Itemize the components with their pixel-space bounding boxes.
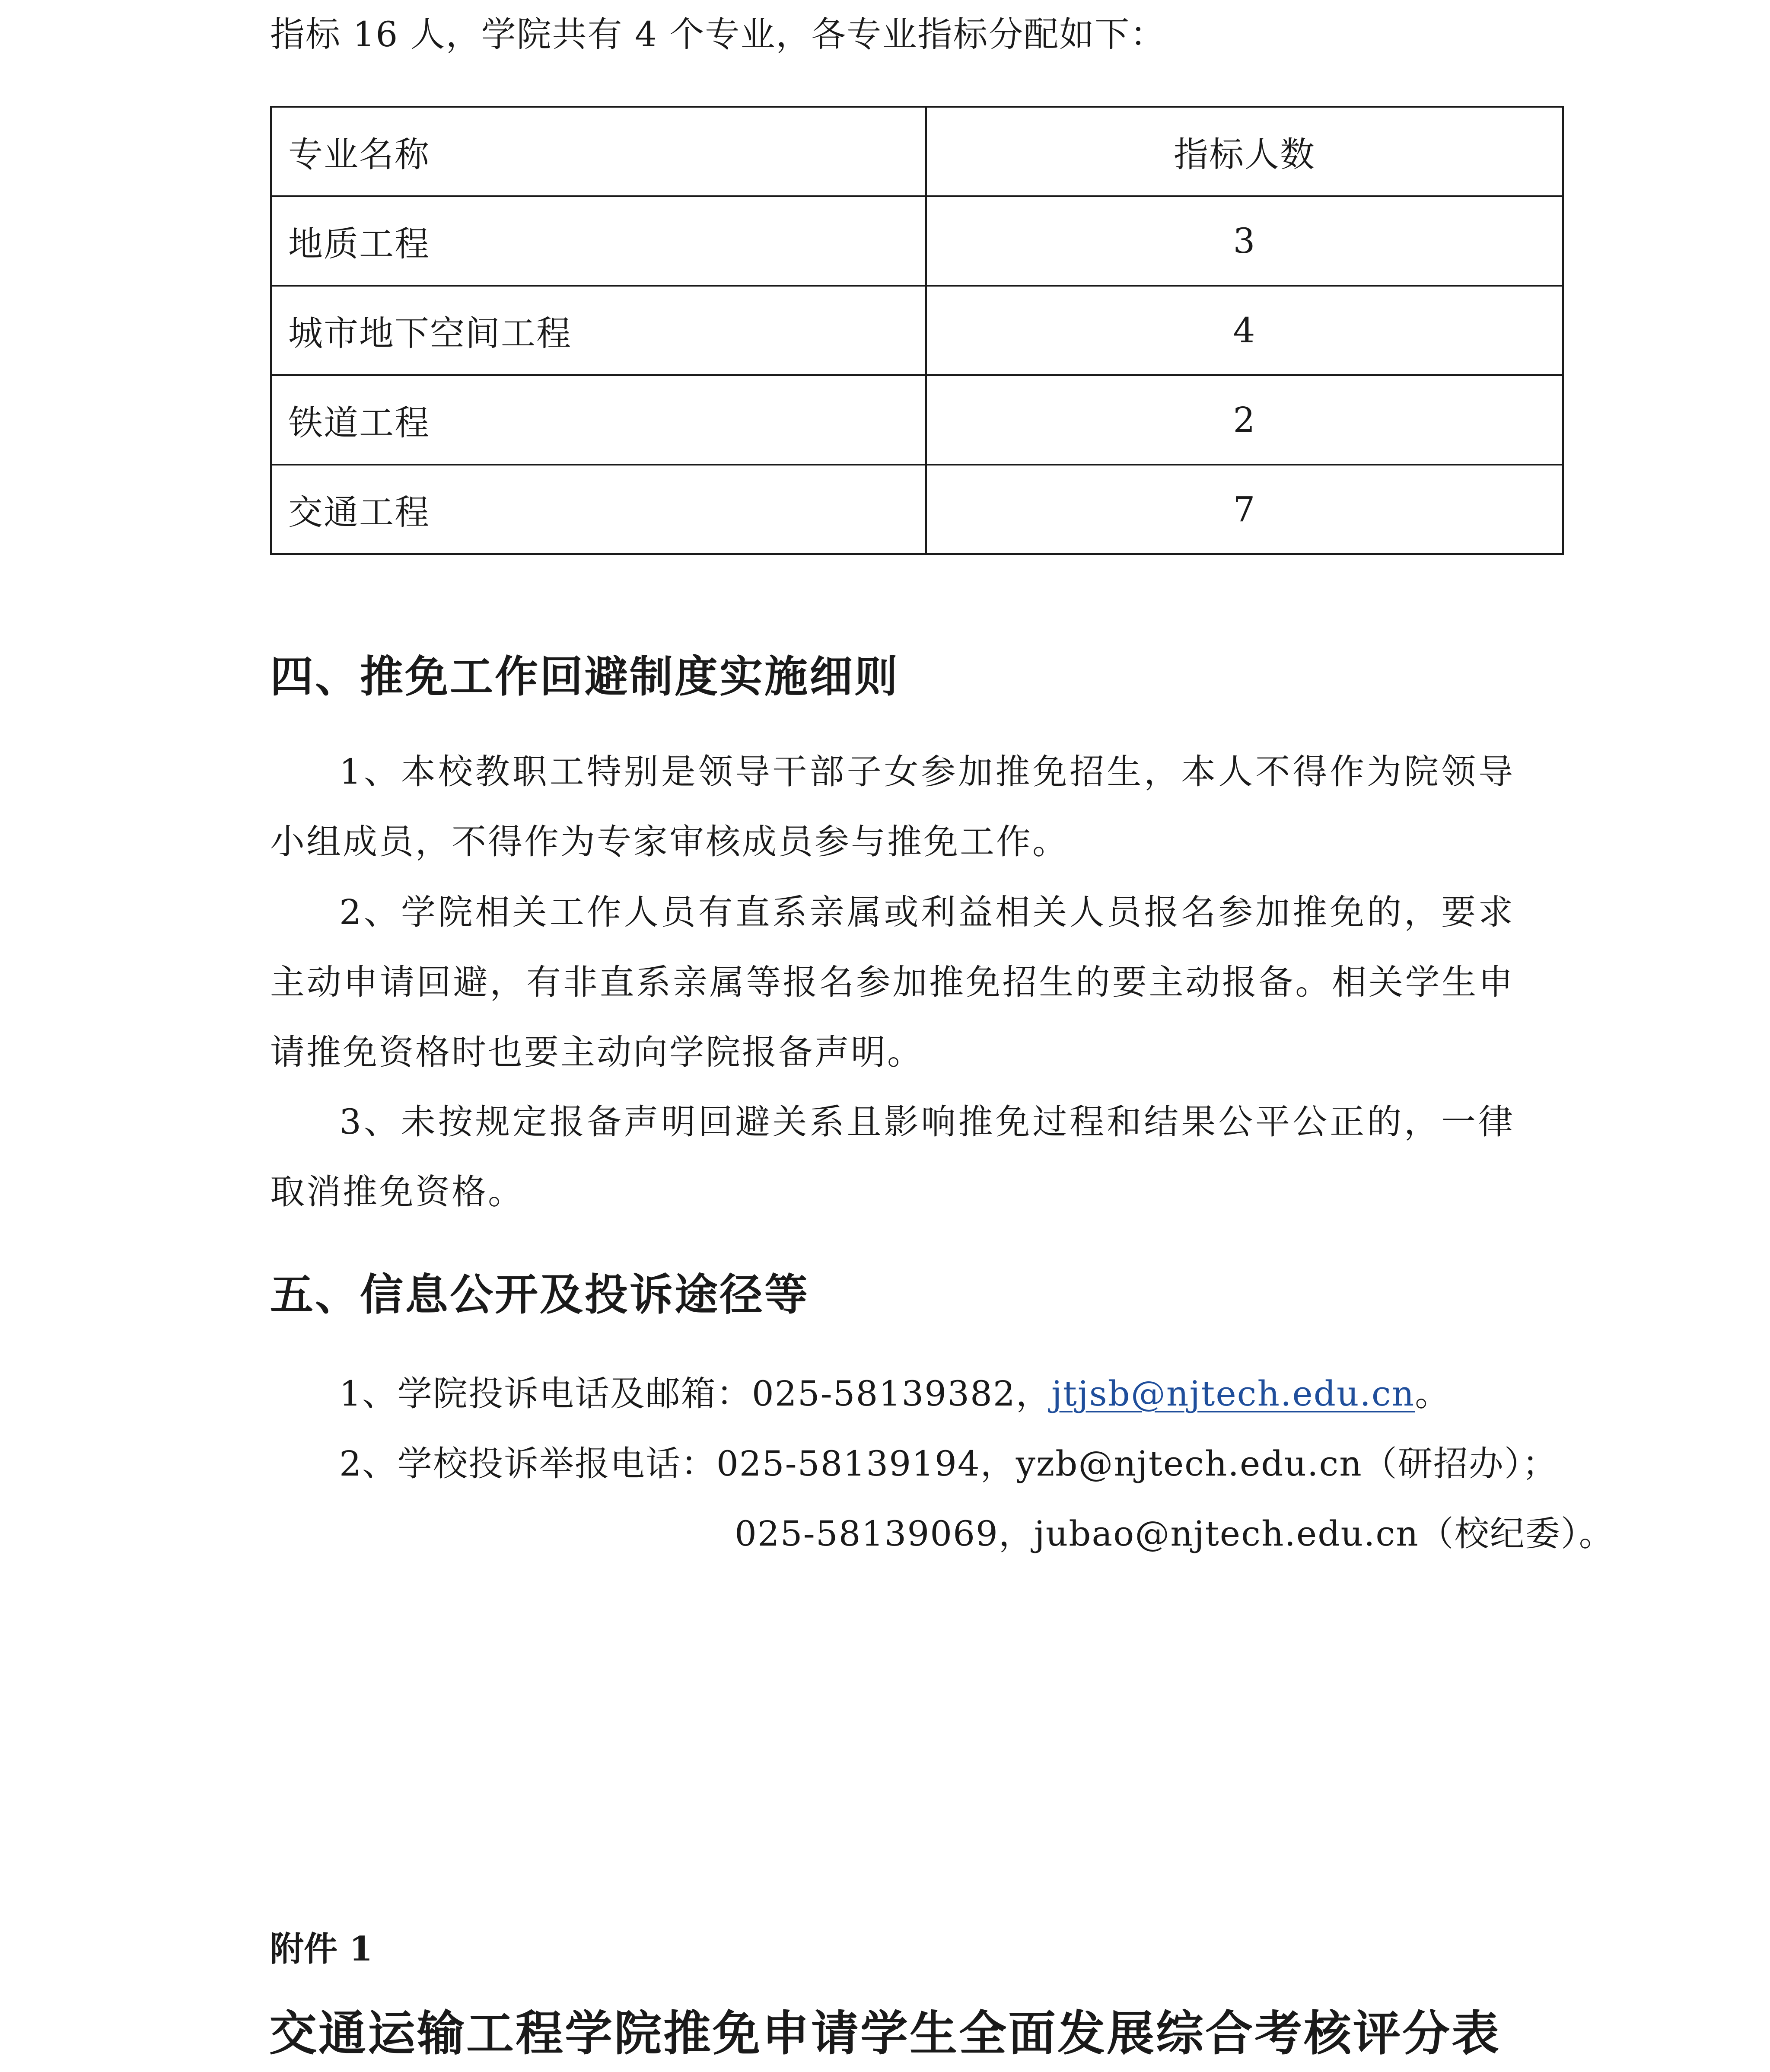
section5-heading: 五、信息公开及投诉途径等 [270,1269,809,1320]
complaint-item-1-text: 1、学院投诉电话及邮箱：025-58139382， [339,1374,1051,1414]
quota-value: 4 [926,286,1563,375]
complaint-item-2-continued: 025-58139069，jubao@njtech.edu.cn（校纪委）。 [735,1514,1614,1554]
header-quota: 指标人数 [926,107,1563,196]
section4-heading: 四、推免工作回避制度实施细则 [270,651,899,702]
section4-paragraph-1: 1、本校教职工特别是领导干部子女参加推免招生，本人不得作为院领导小组成员，不得作为专家审核成员参与推免工作。 [270,752,1515,862]
college-email-link[interactable]: jtjsb@njtech.edu.cn [1051,1374,1415,1414]
quota-value: 3 [926,196,1563,286]
major-name: 城市地下空间工程 [271,286,926,375]
table-row [271,465,1563,554]
major-name: 地质工程 [271,196,926,286]
quota-table [270,106,1564,555]
table-header-row [271,107,1563,196]
form-title: 交通运输工程学院推免申请学生全面发展综合考核评分表 [269,2005,1501,2061]
major-name: 交通工程 [271,465,926,554]
attachment-label: 附件 1 [270,1929,373,1969]
table-row [271,375,1563,465]
header-major: 专业名称 [271,107,926,196]
section4-paragraph-3: 3、未按规定报备声明回避关系且影响推免过程和结果公平公正的，一律取消推免资格。 [270,1102,1515,1212]
section4-paragraph-2: 2、学院相关工作人员有直系亲属或利益相关人员报名参加推免的，要求主动申请回避，有非直系亲属等报名参加推免招生的要主动报备。相关学生申请推免资格时也要主动向学院报备声明。 [270,892,1515,1072]
table-row [271,196,1563,286]
major-name: 铁道工程 [271,375,926,465]
table-row [271,286,1563,375]
complaint-item-1-end: 。 [1415,1374,1451,1414]
complaint-item-2: 2、学校投诉举报电话：025-58139194，yzb@njtech.edu.cn（研招办）； [339,1444,1558,1484]
quota-value: 7 [926,465,1563,554]
quota-value: 2 [926,375,1563,465]
intro-text: 指标 16 人，学院共有 4 个专业，各专业指标分配如下： [270,14,1166,54]
complaint-item-1 [339,1372,1450,1415]
